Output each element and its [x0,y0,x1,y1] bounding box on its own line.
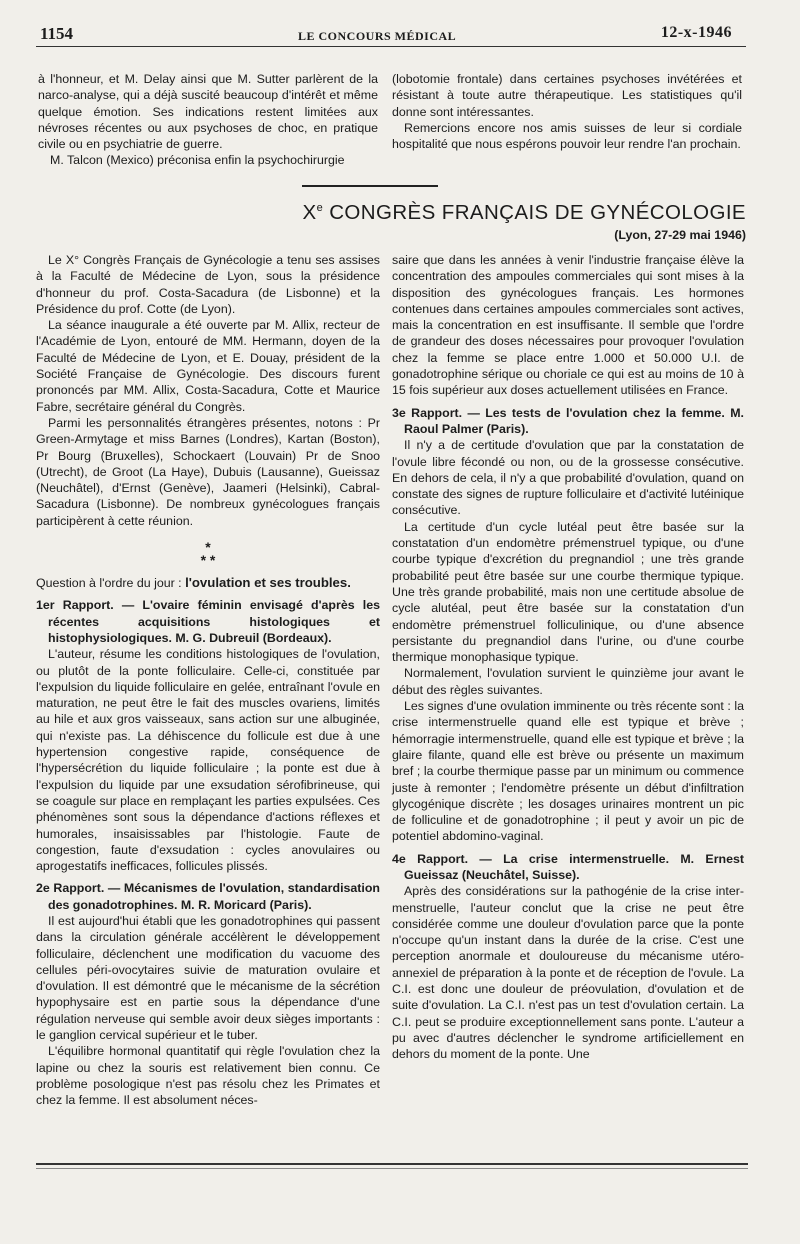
paragraph: (lobotomie frontale) dans certaines psychoses invétérées et résistant à toute autre thérapeutique. Les statistiques qu'il donne sont intéressantes. [392,72,742,119]
paragraph: Normalement, l'ovulation survient le quinzième jour avant le début des règles suivantes. [392,666,744,697]
top-right-column [392,71,742,152]
header-rule [36,46,746,47]
congress-subtitle: (Lyon, 27-29 mai 1946) [614,228,746,242]
paragraph: La séance inaugurale a été ouverte par M. Allix, recteur de l'Académie de Lyon, entouré de MM. Hermann, doyen de la Faculté de Médecine de Lyon, et E. Douay, président de la Société Française de Gynécologie. Des discours furent prononcés par MM. Allix, Costa-Sacadura, Cotte et Maurice Fabre, secrétaire général du Congrès. [36,318,380,414]
paragraph: Il est aujourd'hui établi que les gonadotrophines qui passent dans la circulation générale accélèrent le développement folliculaire, déclenchent une modification du vacuome des cellules péri-ovocytaires suivie de maturation ovulaire et d'ovulation. Il est démontré que le mécanisme de la sécrétion hypophysaire est en partie sous la dépendance d'une régulation nerveuse qui semble avoir deux sièges importants : le ganglion cervical supérieur et le tuber. [36,913,380,1043]
rapport-heading: 2e Rapport. — Mécanismes de l'ovulation, standardisation des gonadotrophines. M. R. Moricard (Paris). [36,881,380,912]
rapport-heading: 1er Rapport. — L'ovaire féminin envisagé d'après les récentes acquisitions histologiques et histophysiologiques. M. G. Dubreuil (Bordeaux). [36,598,380,645]
journal-title: LE CONCOURS MÉDICAL [298,29,457,43]
paragraph: Après des considérations sur la pathogénie de la crise inter-menstruelle, l'auteur conclut que la crise ne peut être considérée comme une douleur d'ovulation parce que la ponte n'occupe qu'un instant dans la durée de la crise. C'est une perception anormale et douloureuse du mécanisme utéro-annexiel de préparation à la ponte et de réception de l'ovule. La C.I. est donc une douleur de préovulation, d'ovulation et de suite d'ovulation. La C.I. n'est pas un test d'ovulation certain. La C.I. peut se produire exceptionnellement sans ponte. L'auteur a pu avec d'autres déclencher le syndrome artificiellement en dehors du moment de la ponte. Une [392,884,744,1062]
rapport-heading: 3e Rapport. — Les tests de l'ovulation chez la femme. M. Raoul Palmer (Paris). [392,405,744,436]
right-column [392,252,744,1063]
section-divider [302,185,438,187]
paragraph: L'équilibre hormonal quantitatif qui règle l'ovulation chez la lapine ou chez la souris est relativement bien connu. Ce problème posologique n'est pas résolu chez les Primates et chez la femme. Il est absolument néces- [36,1044,380,1108]
title-sup: e [316,202,324,215]
question-label: Question à l'ordre du jour : [36,576,186,591]
left-column [36,252,380,1109]
paragraph: Remercions encore nos amis suisses de leur si cordiale hospitalité que nous espérons pouvoir leur rendre l'an prochain. [392,120,742,152]
paragraph: La certitude d'un cycle lutéal peut être basée sur la constatation d'un endomètre prémenstruel typique, ou d'une courbe typique d'excrétion du pregnandiol ; une très grande probabilité peut être basée sur une courbe thermique typique. Une très grande probabilité, mais non une certitude absolue de cycle alutéal, peut être basée sur la constatation d'un endomètre prémenstruel folliculinique, ou d'une absence persistante du pregnandiol dans l'urine, ou d'une courbe thermique monophasique typique. [392,519,744,665]
title-rest: CONGRÈS FRANÇAIS DE GYNÉCOLOGIE [323,201,746,224]
question-title: l'ovulation et ses troubles. [185,575,351,591]
paragraph: Parmi les personnalités étrangères présentes, notons : Pr Green-Armytage et miss Barnes (Londres), Kartan (Boston), Pr Bourg (Bruxelles), Schockaert (Louvain) Pr de Snoo (Utrecht), de Groot (La Haye), Dubuis (Lausanne), Gueissaz (Neuchâtel), d'Ernst (Genève), Jaameri (Helsinki), Cabral-Sacadura (Lisbonne). De nombreux gynécologues français participèrent à cette réunion. [36,415,380,528]
page-header [30,24,730,46]
footer-rule-thin [36,1168,748,1169]
agenda-question [36,575,380,591]
top-left-column [38,71,378,169]
paragraph: saire que dans les années à venir l'industrie française élève la concentration des ampoules commerciales qui sont mises à la disposition des gynécologues français. Les hormones contenues dans certaines ampoules commerciales sont actives, mais la concentration en est insuffisante. Il semble que l'ordre de grandeur des doses nécessaires pour provoquer l'ovulation chez la femme se place entre 1.000 et 50.000 U.I. de gonadotrophine sérique ou choriale ce qui est au moins de 10 à 15 fois supérieur aux doses actuellement utilisées en France. [392,253,744,398]
issue-date: 12-x-1946 [660,24,732,41]
congress-title [238,201,746,225]
title-prefix: X [302,201,317,224]
rapport-heading: 4e Rapport. — La crise intermenstruelle. M. Ernest Gueissaz (Neuchâtel, Suisse). [392,851,744,882]
asterism: * * * [200,539,216,569]
paragraph: L'auteur, résume les conditions histologiques de l'ovulation, ou plutôt de la ponte folliculaire. Celle-ci, constituée par l'expulsion du liquide folliculaire en gelée, entraînant l'ovule en maturation, ne peut être le fait des muscles ovariens, limités au hile et aux gros vaisseaux, sans action sur une albuginée, qui n'existe pas. La déhiscence du follicule est due à une hypertension congestive rapide, conséquence de l'hypersécrétion du liquide folliculaire ; la ponte est due à l'expulsion du liquide par une exsudation sérofibrineuse, qui se coagule sur place en remplaçant les parties expulsées. Ces phénomènes sont sous la dépendance d'actions réflexes et humorales, insaisissables par l'histologie. Faute de congestion, faute d'exsudation : cycles anovulaires ou aprogestatifs inefficaces, follicules plissés. [36,647,380,874]
paragraph: Il n'y a de certitude d'ovulation que par la constatation de l'ovule libre fécondé ou non, ou de la grossesse consécutive. En dehors de cela, il n'y a que probabilité d'ovulation, quand on constate des signes de rupture folliculaire et d'activité lutéinique consécutive. [392,438,744,518]
paragraph: Les signes d'une ovulation imminente ou très récente sont : la crise intermenstruelle quand elle est typique et brève ; hémorragie intermenstruelle, quand elle est typique et brève ; la glaire filante, quand elle est brève ou présente un maximum bref ; la courbe thermique passe par un minimum ou commence juste à remonter ; l'endomètre présente un début d'infiltration glycogénique discrète ; les dosages urinaires montrent un pic de folliculine et de gonadotrophine ; il peut y avoir un pic de potentiel abdomino-vaginal. [392,699,744,844]
footer-rule [36,1163,748,1165]
page-number: 1154 [40,24,74,43]
paragraph: Le X° Congrès Français de Gynécologie a tenu ses assises à la Faculté de Médecine de Lyon, sous la présidence d'honneur du prof. Costa-Sacadura (de Lisbonne) et la Présidence du prof. Cotte (de Lyon). [36,253,380,316]
paragraph: M. Talcon (Mexico) préconisa enfin la psychochirurgie [50,153,345,168]
paragraph: à l'honneur, et M. Delay ainsi que M. Sutter parlèrent de la narco-analyse, qui a déjà suscité beaucoup d'intérêt et même quelque émotion. Ses indications restent limitées aux névroses récentes ou aux psychoses de choc, en pratique civile ou en psychiatrie de guerre. [38,72,378,152]
